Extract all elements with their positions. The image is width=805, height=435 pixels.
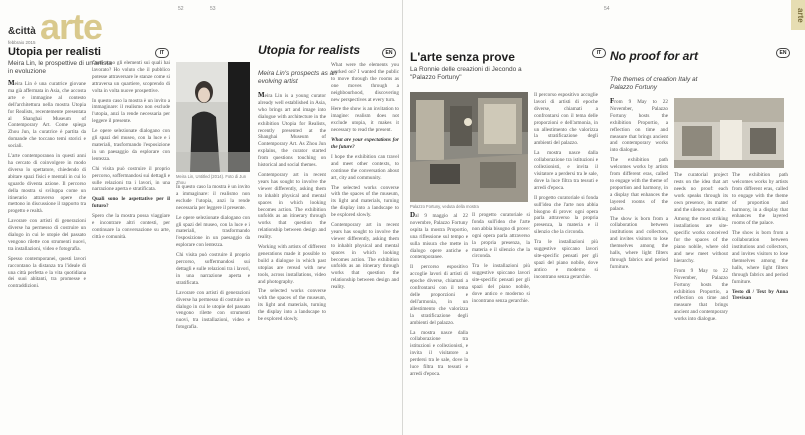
text-column <box>176 184 250 435</box>
paragraph: Lavorare con artisti di generazioni diverse ha permesso di costruire un dialogo in cui le utopie del passato vengono rilette con strumenti nuovi, tra installazioni, video e fotografia. <box>8 218 86 252</box>
text-column <box>410 212 468 435</box>
text-column <box>732 172 788 435</box>
paragraph: Contemporary art in recent years has sought to involve the viewer differently, asking them to inhabit physical and mental spaces in which looking becomes action. The exhibition unfolds as an itinerary through works that question the relationship between design and reality. <box>258 171 326 241</box>
text-column <box>534 92 598 435</box>
page-number: 53 <box>210 6 216 12</box>
photo-caption: Palazzo Fortuny, veduta della mostra <box>410 204 479 209</box>
paragraph: Tra le installazioni più suggestive spiccano lavori site-specific pensati per gli spazi del piano nobile, dove antico e moderno si incontrano senza gerarchie. <box>472 263 530 304</box>
paragraph: Il percorso espositivo accoglie lavori di artisti di epoche diverse, chiamati a confrontarsi con il tema delle proporzioni e dell'armonia, in un allestimento che valorizza la stratificazione degli ambienti del palazzo. <box>534 92 598 147</box>
interview-question: What are your expectations for the future? <box>331 137 399 150</box>
paragraph: Le opere selezionate dialogano con gli spazi del museo, con la luce e i materiali, trasformando l'esposizione in un paesaggio da esplorare con lentezza. <box>176 214 250 249</box>
paragraph: The curatorial project rests on the idea that art needs no proof: each work speaks through its own presence, its matter and the silence around it. <box>674 172 728 213</box>
exhibition-photo <box>674 98 784 168</box>
language-badge: IT <box>155 48 169 58</box>
paragraph: Quali sono gli elementi sui quali hai lavorato? Ho voluto che il pubblico potesse attraversare le stanze come si attraversa un quartiere, scoprendo di volta in volta nuove prospettive. <box>92 60 170 94</box>
paragraph: La mostra nasce dalla collaborazione tra istituzioni e collezionisti, e invita il visitatore a perdersi tra le sale, dove la luce filtra tra tessuti e arredi d'epoca. <box>534 150 598 191</box>
portrait-image <box>176 62 250 172</box>
paragraph: La mostra nasce dalla collaborazione tra istituzioni e collezionisti, e invita il visitatore a perdersi tra le sale, dove la luce filtra tra tessuti e arredi d'epoca. <box>410 329 468 377</box>
article-credit: Testo di / Text by Anna Trevisan <box>732 288 788 302</box>
paragraph: Working with artists of different generations made it possible to build a dialogue in which past utopias are reread with new tools, across installations, video and photography. <box>258 244 326 285</box>
section-label: &città <box>8 26 36 37</box>
article-headline: Utopia per realisti <box>8 46 101 58</box>
text-column <box>258 92 326 435</box>
gallery-image <box>674 98 784 168</box>
paragraph: What were the elements you worked on? I wanted the public to move through the rooms as one moves through a neighbourhood, discovering new perspectives at every turn. <box>331 62 399 103</box>
article-subhead: The themes of creation Italy at Palazzo Fortuny <box>610 76 698 91</box>
text-column <box>92 60 170 435</box>
language-badge: EN <box>776 48 790 58</box>
paragraph: Tra le installazioni più suggestive spiccano lavori site-specific pensati per gli spazi del piano nobile, dove antico e moderno si incontrano senza gerarchie. <box>534 239 598 280</box>
interview-answer: Spero che la mostra possa viaggiare e incontrare altri contesti, per continuare la conversazione su arte, città e comunità. <box>92 213 170 240</box>
right-page <box>404 0 805 435</box>
section-tab: arte <box>791 0 805 30</box>
paragraph: L'arte contemporanea in questi anni ha cercato di coinvolgere in modo diverso lo spettatore, chiedendo di abitare spazi fisici e mentali in cui lo sguardo diventa azione. Il percorso della mostra si sviluppa come un itinerario attraverso opere che mettono in discussione il rapporto tra progetto e realtà. <box>8 153 86 215</box>
exhibition-image <box>410 92 528 202</box>
article-subhead: La Ronnie delle creazioni di Jecondo a "Palazzo Fortuny" <box>410 66 522 81</box>
article-headline: No proof for art <box>610 49 698 63</box>
article-subhead: Meira Lin, le prospettive di un'artista in evoluzione <box>8 60 112 75</box>
paragraph: In questo caso la mostra è un invito a immaginare: il realismo non esclude l'utopia, anzi la rende necessaria per leggere il presente. <box>176 184 250 211</box>
language-badge: EN <box>382 48 396 58</box>
paragraph: From 9 May to 22 November, Palazzo Fortuny hosts the exhibition Proportio, a reflection on time and measure that brings ancient and contemporary works into dialogue. <box>674 267 728 323</box>
paragraph: The show is born from a collaboration between institutions and collectors, and invites visitors to lose themselves among the halls, where light filters through fabrics and period furniture. <box>610 215 668 270</box>
photo-caption: Meira Lin, Untitled (2014). Foto di Jun Zhou <box>176 174 247 185</box>
paragraph: Il progetto curatoriale si fonda sull'idea che l'arte non abbia bisogno di prove: ogni opera parla attraverso la propria presenza, la materia e il silenzio che la circonda. <box>534 194 598 236</box>
paragraph: Among the most striking installations are site-specific works conceived for the spaces of the piano nobile, where old and new meet without hierarchy. <box>674 216 728 264</box>
paragraph: The selected works converse with the spaces of the museum, its light and materials, turning the display into a landscape to be explored slowly. <box>258 288 326 323</box>
paragraph: In questo caso la mostra è un invito a immaginare: il realismo non esclude l'utopia, anzi la rende necessaria per leggere il presente. <box>92 97 170 125</box>
paragraph: The exhibition path welcomes works by artists from different eras, called to engage with the theme of proportion and harmony, in a display that enhances the layered rooms of the palace. <box>732 172 788 227</box>
paragraph: From 9 May to 22 November, Palazzo Fortuny hosts the exhibition Proportio, a reflection on time and measure that brings ancient and contemporary works into dialogue. <box>610 98 668 154</box>
masthead-logo: arte <box>40 6 103 47</box>
issue-date: febbraio 2015 <box>8 40 36 45</box>
paragraph: Dal 9 maggio al 22 novembre, Palazzo Fortuny ospita la mostra Proportio, una riflessione sul tempo e sulla misura che mette in dialogo opere antiche e contemporanee. <box>410 212 468 261</box>
paragraph: Il progetto curatoriale si fonda sull'idea che l'arte non abbia bisogno di prove: ogni opera parla attraverso la propria presenza, la materia e il silenzio che la circonda. <box>472 212 530 260</box>
paragraph: The show is born from a collaboration between institutions and collectors, and invites visitors to lose themselves among the halls, where light filters through fabrics and period furniture. <box>732 230 788 285</box>
paragraph: Chi visita può costruire il proprio percorso, soffermandosi sui dettagli e sulle relazioni tra i lavori, in una narrazione aperta e stratificata. <box>92 165 170 193</box>
text-column <box>674 172 728 435</box>
paragraph: Contemporary art in recent years has sought to involve the viewer differently, asking them to inhabit physical and mental spaces in which looking becomes action. The exhibition unfolds as an itinerary through works that question the relationship between design and reality. <box>331 222 399 291</box>
paragraph: Meira Lin is a young curator already well established in Asia, who brings art and image into dialogue with architecture in the exhibition Utopia for Realists, recently presented at the Shanghai Museum of Contemporary Art. As Zhou Jun explains, the curator started from questions touching on historical and social themes. <box>258 92 326 169</box>
article-subhead: Meira Lin's prospects as an evolving artist <box>258 70 337 85</box>
paragraph: Spesso contemporanei, questi lavori raccontano la distanza tra l'ideale di una città perfetta e la vita quotidiana dei suoi abitanti, tra promesse e contraddizioni. <box>8 255 86 290</box>
text-column <box>610 98 668 435</box>
language-badge: IT <box>592 48 606 58</box>
text-column <box>8 80 86 435</box>
interview-answer: I hope the exhibition can travel and meet other contexts, to continue the conversation about art, city and community. <box>331 153 399 181</box>
article-headline: Utopia for realists <box>258 43 361 57</box>
text-column <box>331 62 399 435</box>
interview-question: Quali sono le aspettative per il futuro? <box>92 196 170 210</box>
paragraph: Chi visita può costruire il proprio percorso, soffermandosi sui dettagli e sulle relazioni tra i lavori, in una narrazione aperta e stratificata. <box>176 252 250 286</box>
exhibition-photo <box>410 92 528 202</box>
paragraph: Meira Lin è una curatrice giovane ma già affermata in Asia, che accosta arte e immagine al contesto dell'architettura nella mostra Utopia for Realists, recentemente presentata al Shanghai Museum of Contemporary Art. Come spiega Zhou Jun, la curatrice è partita da domande che toccano temi storici e sociali. <box>8 80 86 150</box>
paragraph: The selected works converse with the spaces of the museum, its light and materials, turning the display into a landscape to be explored slowly. <box>331 184 399 219</box>
paragraph: The exhibition path welcomes works by artists from different eras, called to engage with the theme of proportion and harmony, in a display that enhances the layered rooms of the palace. <box>610 157 668 212</box>
paragraph: Here the show is an invitation to imagine: realism does not exclude utopia, it makes it necessary to read the present. <box>331 106 399 134</box>
article-headline: L'arte senza prove <box>410 50 515 64</box>
paragraph: Lavorare con artisti di generazioni diverse ha permesso di costruire un dialogo in cui le utopie del passato vengono rilette con strumenti nuovi, tra installazioni, video e fotografia. <box>176 289 250 331</box>
text-column <box>472 212 530 435</box>
paragraph: Le opere selezionate dialogano con gli spazi del museo, con la luce e i materiali, trasformando l'esposizione in un paesaggio da esplorare con lentezza. <box>92 128 170 162</box>
page-number: 52 <box>178 6 184 12</box>
portrait-photo <box>176 62 250 172</box>
page-number: 54 <box>604 6 610 12</box>
paragraph: Il percorso espositivo accoglie lavori di artisti di epoche diverse, chiamati a confrontarsi con il tema delle proporzioni e dell'armonia, in un allestimento che valorizza la stratificazione degli ambienti del palazzo. <box>410 264 468 326</box>
